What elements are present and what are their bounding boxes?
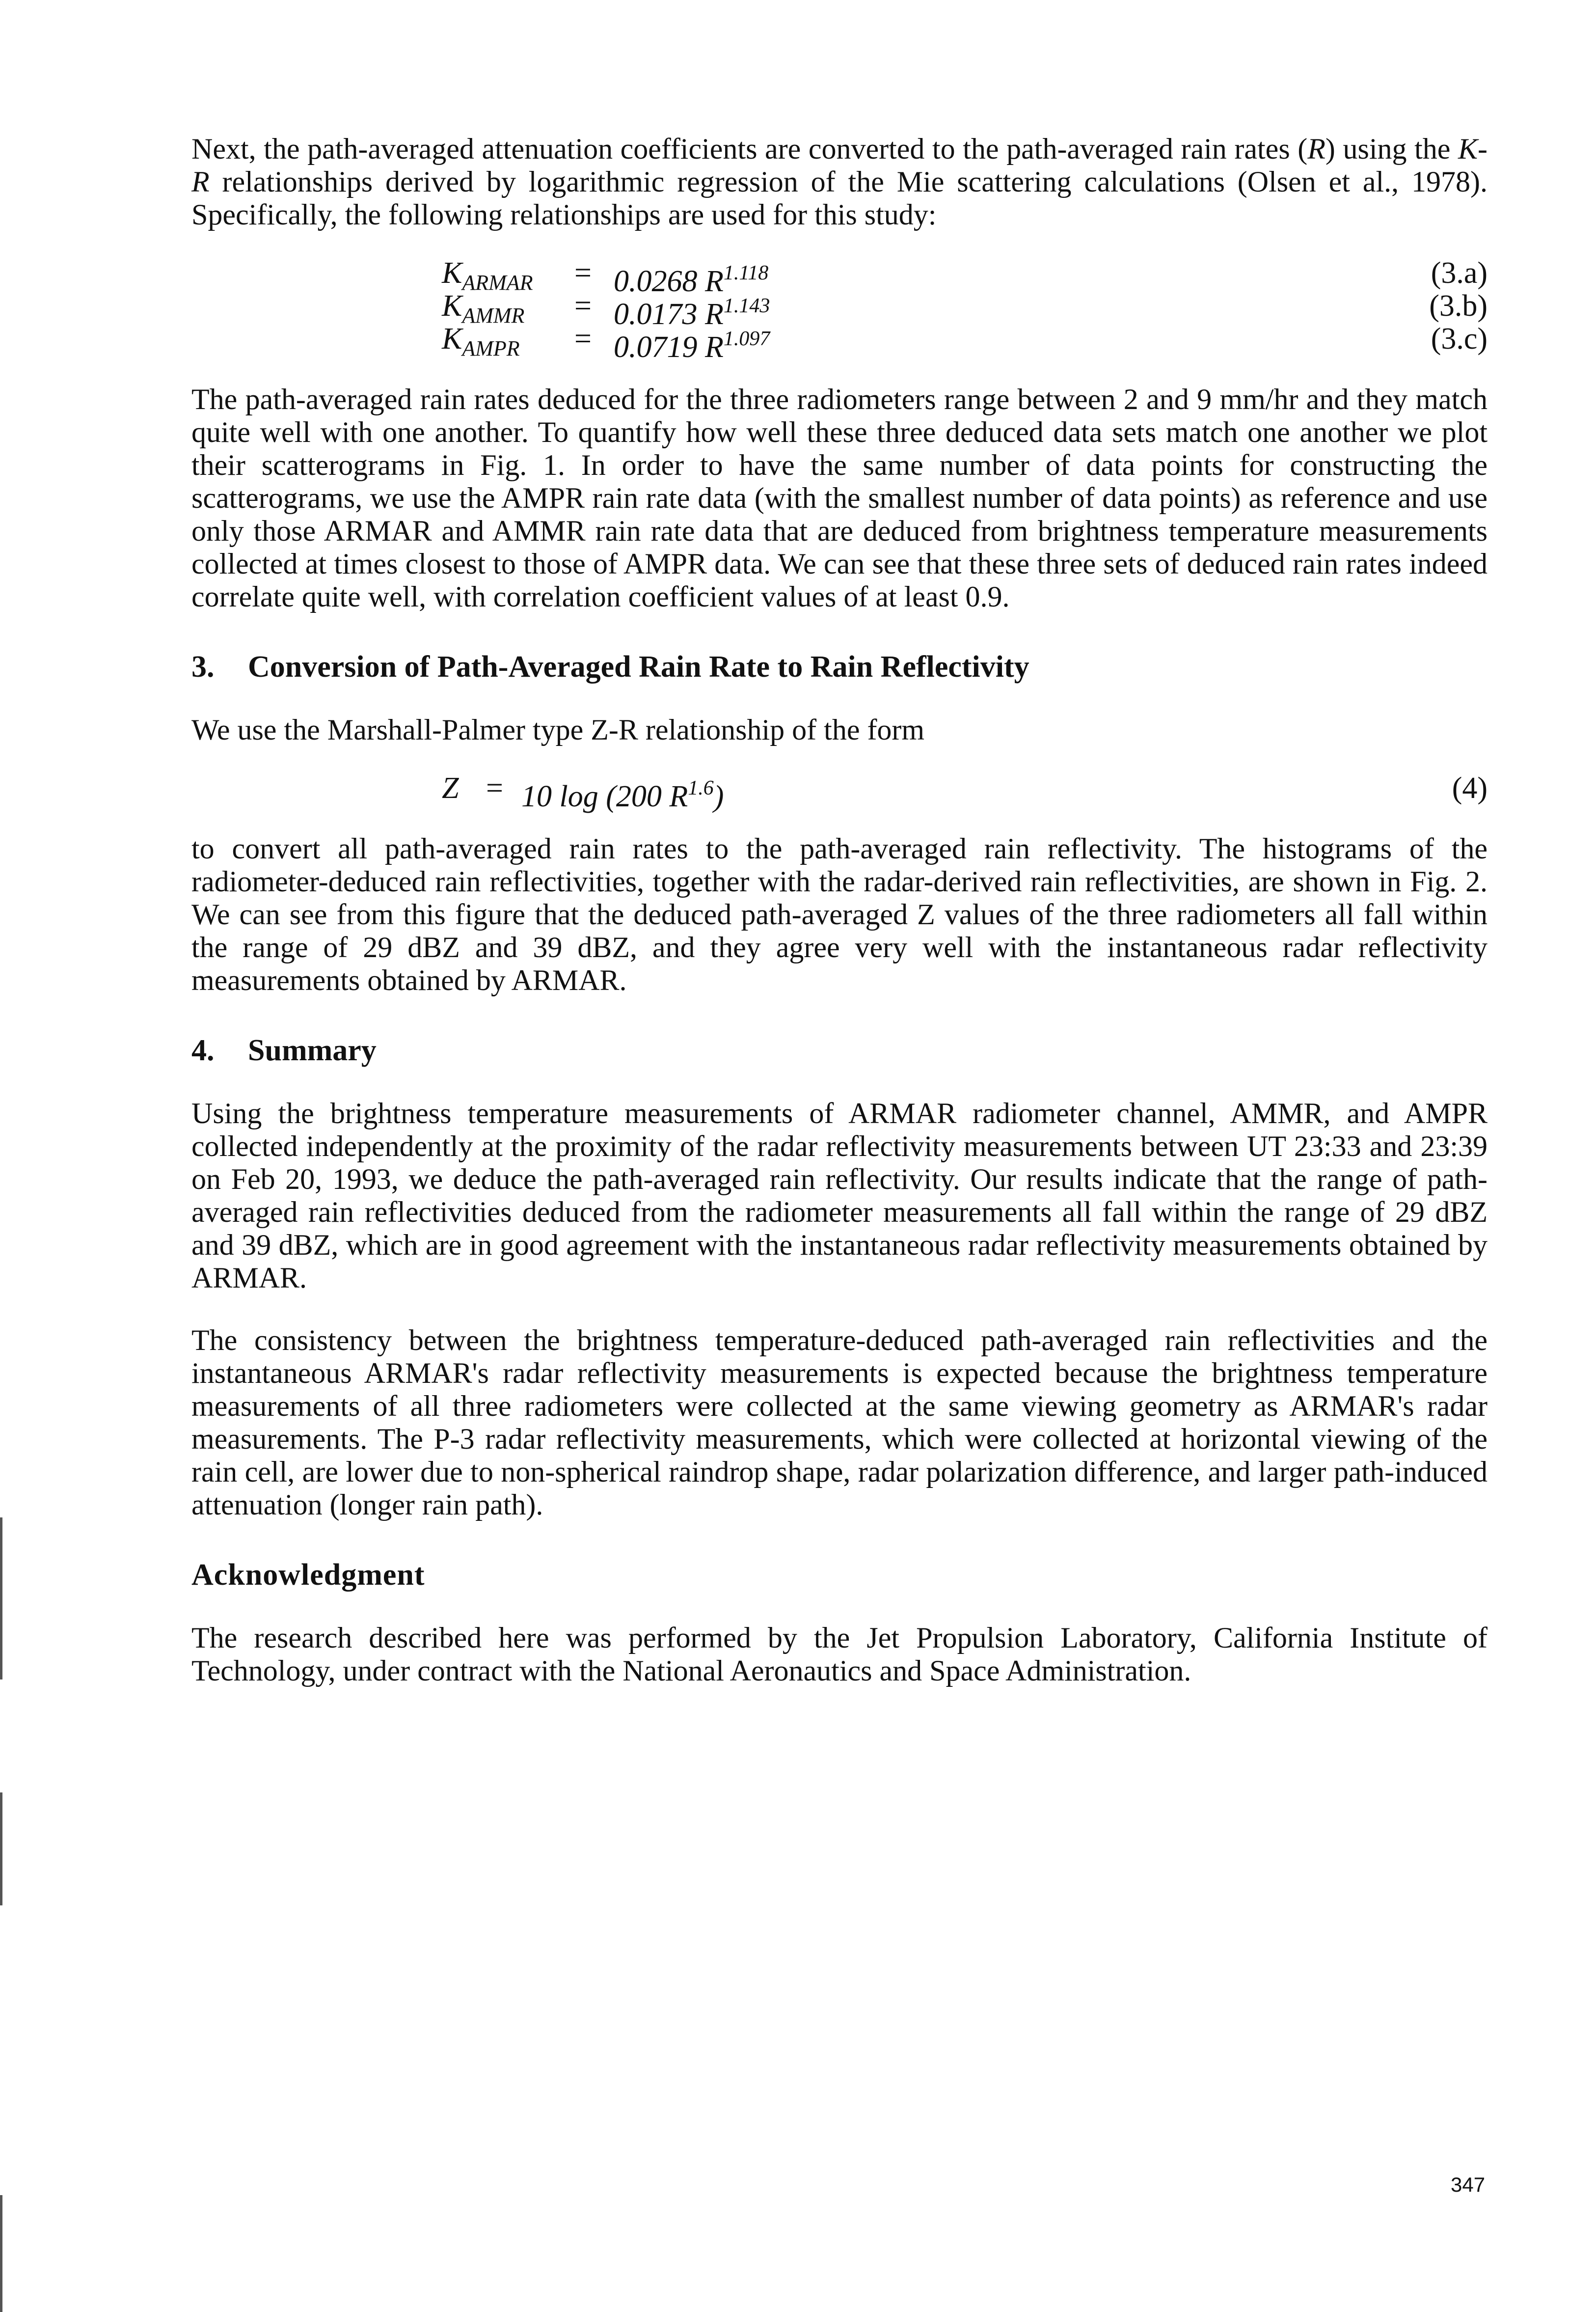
section-3-heading: 3. Conversion of Path-Averaged Rain Rate to Rain Reflectivity bbox=[191, 650, 1029, 684]
section-3-paragraph: to convert all path-averaged rain rates to the path-averaged rain reflectivity. The histograms of the radiometer-deduced rain reflectivities, together with the radar-derived rain reflectivities, are shown in Fig. 2. We can see from this figure that the deduced path-averaged Z values of the three radiometers all fall within the range of 29 dBZ and 39 dBZ, and they agree very well with the instantaneous radar reflectivity measurements obtained by ARMAR. bbox=[191, 832, 1488, 996]
section-3-intro: We use the Marshall-Palmer type Z-R relationship of the form bbox=[191, 714, 925, 746]
summary-paragraph-1: Using the brightness temperature measurements of ARMAR radiometer channel, AMMR, and AMPR collected independently at the proximity of the radar reflectivity measurements between UT 23:33 and 23:39 on Feb 20, 1993, we deduce the path-averaged rain reflectivity. Our results indicate that the range of path-averaged rain reflectivities deduced from the radiometer measurements all fall within the range of 29 dBZ and 39 dBZ, which are in good agreement with the instantaneous radar reflectivity measurements obtained by ARMAR. bbox=[191, 1097, 1488, 1294]
page-number: 347 bbox=[1451, 2173, 1486, 2196]
acknowledgment-heading: Acknowledgment bbox=[191, 1558, 425, 1592]
scan-edge-mark bbox=[0, 2195, 2, 2312]
page-content bbox=[191, 133, 1488, 1687]
equation-number: (3.c) bbox=[1431, 322, 1488, 356]
equation-number: (3.a) bbox=[1431, 256, 1488, 290]
equation-number: (3.b) bbox=[1429, 289, 1488, 323]
acknowledgment-text: The research described here was performed by the Jet Propulsion Laboratory, California Institute of Technology, under contract with the National Aeronautics and Space Administration. bbox=[191, 1622, 1488, 1687]
equation-block-3 bbox=[191, 256, 1488, 364]
summary-paragraph-2: The consistency between the brightness temperature-deduced path-averaged rain reflectivities and the instantaneous ARMAR's radar reflectivity measurements is expected because the brightness temperature measurements of all three radiometers were collected at the same viewing geometry as ARMAR's radar measurements. The P-3 radar reflectivity measurements, which were collected at horizontal viewing of the rain cell, are lower due to non-spherical raindrop shape, radar polarization difference, and larger path-induced attenuation (longer rain path). bbox=[191, 1324, 1488, 1521]
equation-block-4 bbox=[191, 771, 1488, 813]
intro-paragraph: Next, the path-averaged attenuation coefficients are converted to the path-averaged rain rates (R) using the K-R relationships derived by logarithmic regression of the Mie scattering calculations (Olsen et al., 1978). Specifically, the following relationships are used for this study: bbox=[191, 133, 1488, 231]
equation-number: (4) bbox=[1452, 771, 1488, 805]
scan-edge-mark bbox=[0, 1792, 2, 1905]
section-4-heading: 4. Summary bbox=[191, 1034, 377, 1067]
equation-4: Z = 10 log (200 $R^{1.6}$) (4) bbox=[442, 771, 1488, 813]
equation-3a: $K_{ARMAR}$ = 0.0268 $R^{1.118}$ (3.a) bbox=[442, 256, 1488, 298]
equation-3b: $K_{AMMR}$ = 0.0173 $R^{1.143}$ (3.b) bbox=[442, 289, 1488, 331]
scan-edge-mark bbox=[0, 1517, 2, 1679]
paragraph-rain-rates: The path-averaged rain rates deduced for the three radiometers range between 2 and 9 mm/hr and they match quite well with one another. To quantify how well these three deduced data sets match one another we plot their scatterograms in Fig. 1. In order to have the same number of data points for constructing the scatterograms, we use the AMPR rain rate data (with the smallest number of data points) as reference and use only those ARMAR and AMMR rain rate data that are deduced from brightness temperature measurements collected at times closest to those of AMPR data. We can see that these three sets of deduced rain rates indeed correlate quite well, with correlation coefficient values of at least 0.9. bbox=[191, 383, 1488, 613]
symbol-k-r: K-R bbox=[191, 133, 1488, 198]
symbol-r: R bbox=[1307, 133, 1325, 165]
equation-3c: $K_{AMPR}$ = 0.0719 $R^{1.097}$ (3.c) bbox=[442, 322, 1488, 364]
